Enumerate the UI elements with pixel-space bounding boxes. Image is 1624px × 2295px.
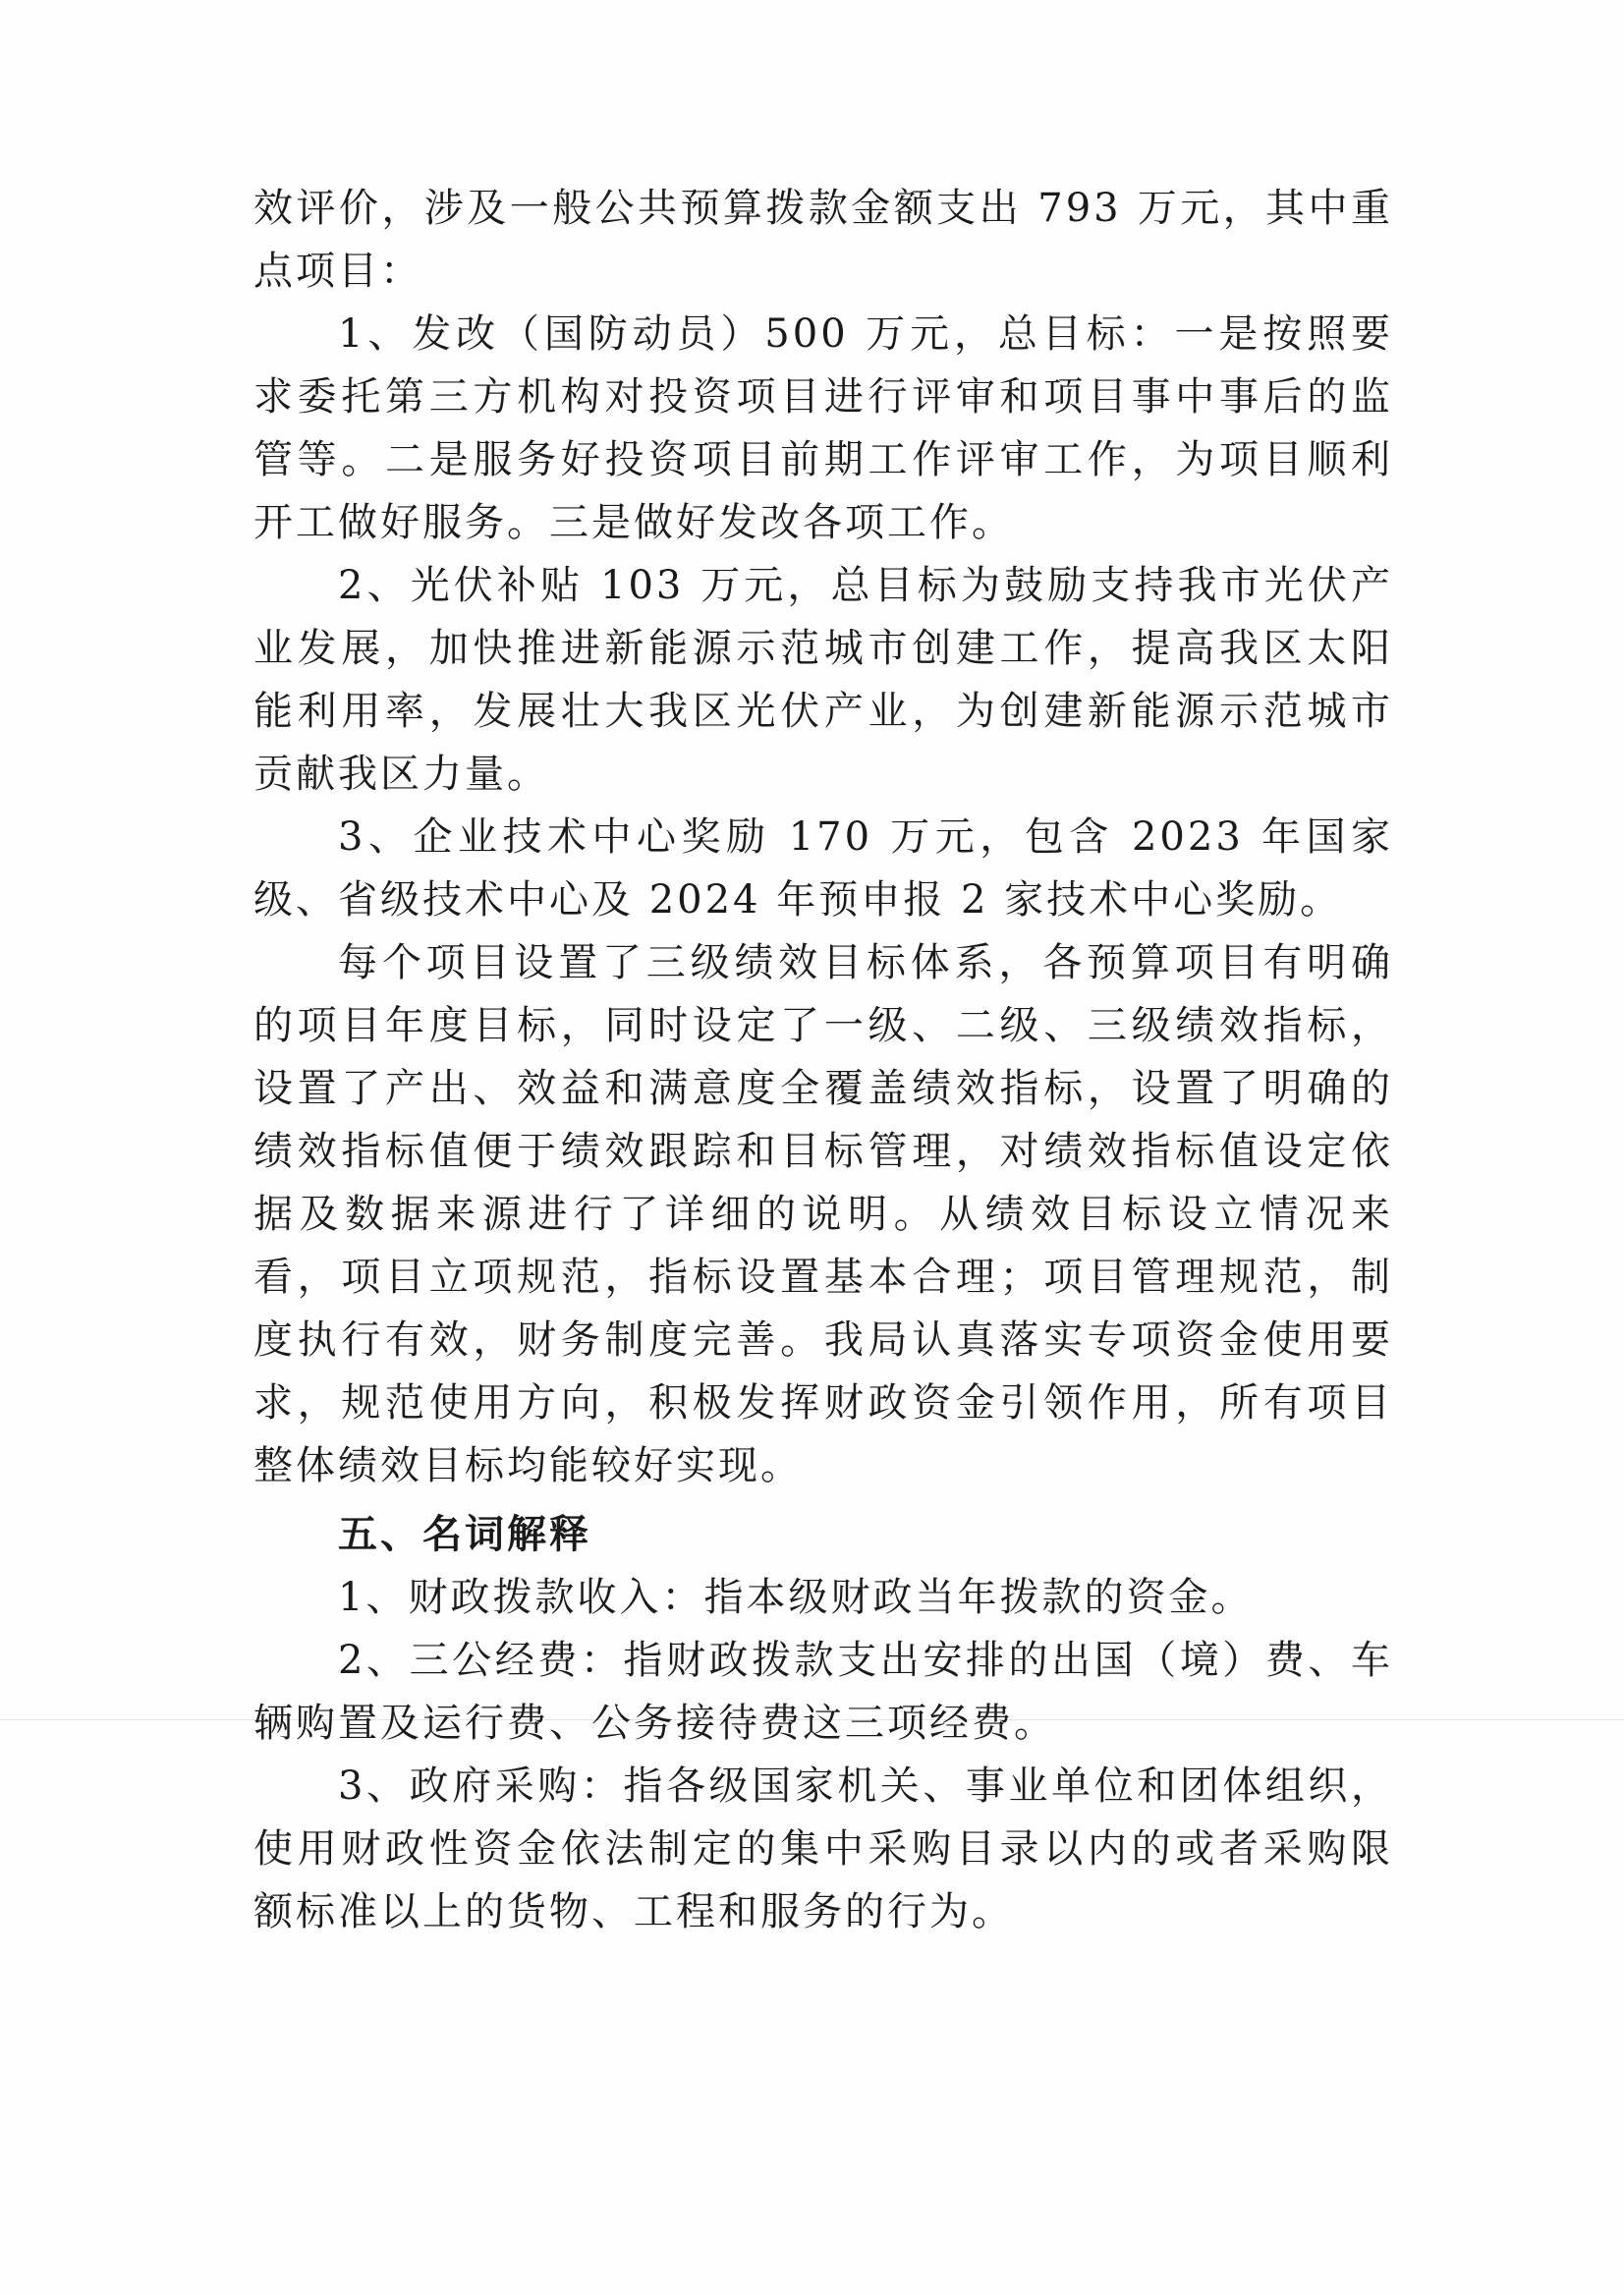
definition-item: 3、政府采购：指各级国家机关、事业单位和团体组织，使用财政性资金依法制定的集中采购目录以内的或者采购限额标准以上的货物、工程和服务的行为。 — [253, 1763, 1393, 1934]
definition-item: 1、财政拨款收入：指本级财政当年拨款的资金。 — [338, 1575, 1254, 1620]
definition-item: 2、三公经费：指财政拨款支出安排的出国（境）费、车辆购置及运行费、公务接待费这三项经费。 — [253, 1638, 1393, 1746]
paragraph-item-1: 1、发改（国防动员）500 万元，总目标：一是按照要求委托第三方机构对投资项目进行评审和项目事中事后的监管等。二是服务好投资项目前期工作评审工作，为项目顺利开工做好服务。三是做好发改各项工作。 — [253, 311, 1393, 545]
paragraph-item-2: 2、光伏补贴 103 万元，总目标为鼓励支持我市光伏产业发展，加快推进新能源示范城市创建工作，提高我区太阳能利用率，发展壮大我区光伏产业，为创建新能源示范城市贡献我区力量。 — [253, 563, 1393, 797]
section-heading: 五、名词解释 — [338, 1511, 591, 1557]
paragraph-item-3: 3、企业技术中心奖励 170 万元，包含 2023 年国家级、省级技术中心及 2024 年预申报 2 家技术中心奖励。 — [253, 814, 1393, 923]
document-body — [253, 177, 1393, 1943]
paragraph-continuation: 效评价，涉及一般公共预算拨款金额支出 793 万元，其中重点项目： — [253, 186, 1393, 294]
paragraph-summary: 每个项目设置了三级绩效目标体系，各预算项目有明确的项目年度目标，同时设定了一级、二级、三级绩效指标，设置了产出、效益和满意度全覆盖绩效指标，设置了明确的绩效指标值便于绩效跟踪和目标管理，对绩效指标值设定依据及数据来源进行了详细的说明。从绩效目标设立情况来看，项目立项规范，指标设置基本合理；项目管理规范，制度执行有效，财务制度完善。我局认真落实专项资金使用要求，规范使用方向，积极发挥财政资金引领作用，所有项目整体绩效目标均能较好实现。 — [253, 940, 1393, 1488]
